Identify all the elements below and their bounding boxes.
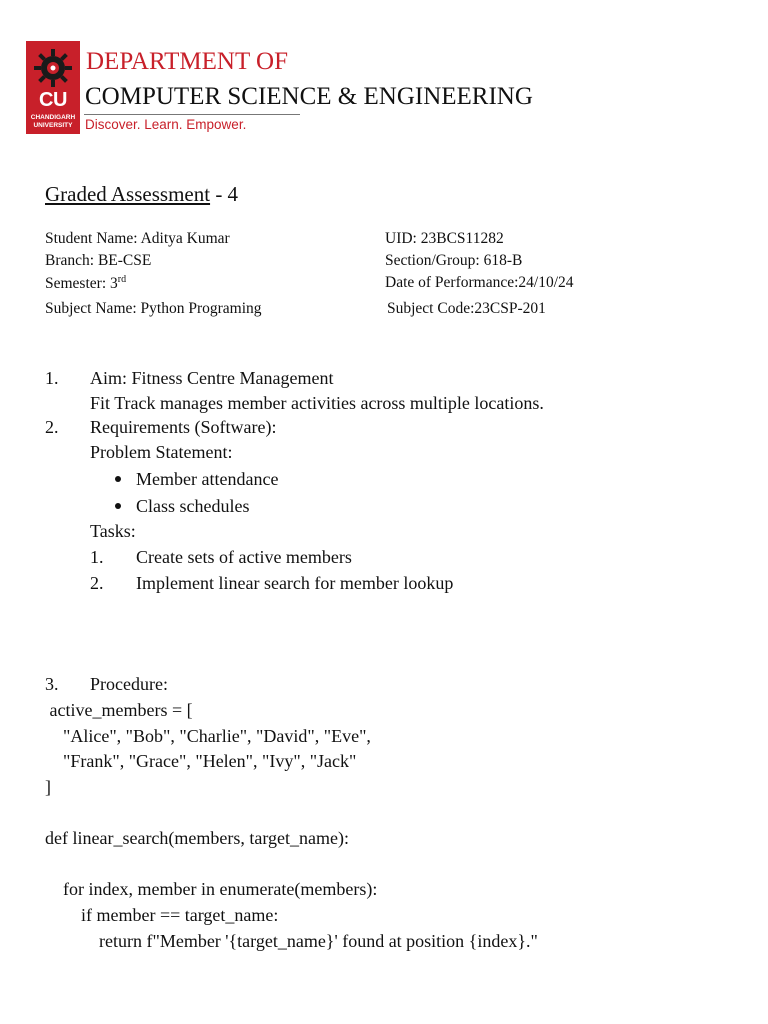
code-line: ] bbox=[45, 777, 51, 797]
student-name: Student Name: Aditya Kumar bbox=[45, 230, 230, 247]
tasks-label: Tasks: bbox=[90, 521, 136, 541]
uid: UID: 23BCS11282 bbox=[385, 230, 504, 247]
department-title-line1: DEPARTMENT OF bbox=[86, 48, 289, 75]
header-divider bbox=[84, 114, 300, 115]
code-line: def linear_search(members, target_name): bbox=[45, 828, 350, 848]
logo-subtext: CHANDIGARH UNIVERSITY bbox=[30, 114, 76, 129]
section-2-number: 2. bbox=[45, 417, 59, 437]
subject-code: Subject Code:23CSP-201 bbox=[387, 300, 546, 317]
title-main: Graded Assessment bbox=[45, 182, 211, 206]
aim: Aim: Fitness Centre Management bbox=[90, 368, 334, 388]
logo-text: CU bbox=[39, 89, 67, 111]
subject-name: Subject Name: Python Programing bbox=[45, 300, 262, 317]
code-line: active_members = [ bbox=[45, 700, 193, 720]
problem-statement-label: Problem Statement: bbox=[90, 442, 233, 462]
document-title bbox=[45, 182, 238, 207]
task-item: Create sets of active members bbox=[136, 547, 352, 567]
code-line: for index, member in enumerate(members): bbox=[45, 879, 378, 899]
code-line: "Frank", "Grace", "Helen", "Ivy", "Jack" bbox=[45, 751, 357, 771]
task-number: 1. bbox=[90, 547, 104, 567]
bullet-item: Member attendance bbox=[136, 469, 279, 489]
title-suffix: - 4 bbox=[210, 182, 239, 206]
section-1-number: 1. bbox=[45, 368, 59, 388]
department-title-line2: COMPUTER SCIENCE & ENGINEERING bbox=[85, 83, 533, 110]
task-number: 2. bbox=[90, 573, 104, 593]
gear-emblem-icon bbox=[32, 47, 74, 89]
task-item: Implement linear search for member lookup bbox=[136, 573, 454, 593]
requirements-heading: Requirements (Software): bbox=[90, 417, 277, 437]
semester: Semester: 3rd bbox=[45, 274, 127, 293]
bullet-item: Class schedules bbox=[136, 496, 250, 516]
date-of-performance: Date of Performance:24/10/24 bbox=[385, 274, 574, 291]
bullet-icon bbox=[115, 476, 121, 482]
section-group: Section/Group: 618-B bbox=[385, 252, 523, 269]
university-logo bbox=[26, 41, 80, 134]
procedure-heading: Procedure: bbox=[90, 674, 168, 694]
code-line: if member == target_name: bbox=[45, 905, 279, 925]
code-line: return f"Member '{target_name}' found at position {index}." bbox=[45, 931, 538, 951]
section-3-number: 3. bbox=[45, 674, 59, 694]
aim-description: Fit Track manages member activities across multiple locations. bbox=[90, 393, 544, 413]
branch: Branch: BE-CSE bbox=[45, 252, 152, 269]
bullet-icon bbox=[115, 503, 121, 509]
code-line: "Alice", "Bob", "Charlie", "David", "Eve", bbox=[45, 726, 371, 746]
tagline: Discover. Learn. Empower. bbox=[85, 117, 247, 132]
